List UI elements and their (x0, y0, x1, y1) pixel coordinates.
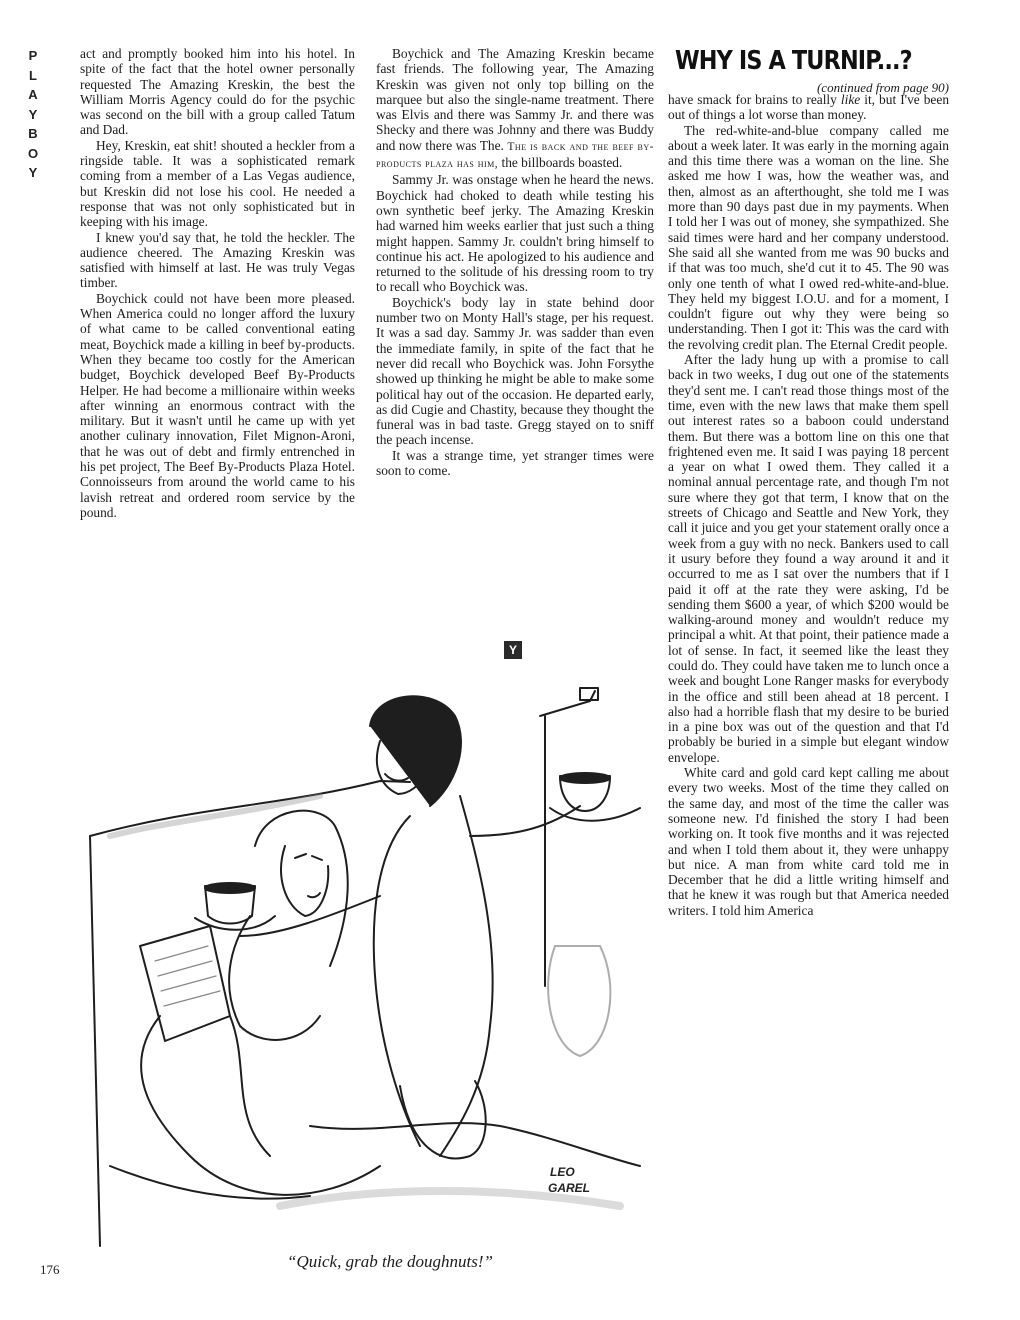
sidebar-letter: B (28, 126, 38, 141)
paragraph (668, 92, 949, 123)
man-buttocks (400, 1081, 486, 1158)
page-number: 176 (40, 1262, 60, 1277)
sidebar-letter: P (28, 48, 38, 63)
bed-back-shadow (110, 796, 320, 836)
woman-face (281, 846, 328, 916)
coffee-saucer (550, 808, 640, 821)
paragraph: Sammy Jr. was onstage when he heard the news. Boychick had choked to death while testing his own synthetic beef jerky. The Amazing Kreskin had warned him weeks earlier that just such a thing might happen. Sammy Jr. couldn't bring himself to continue his act. He apologized to his audience and returned to the solitude of his dressing room to try to recall who Boychick was. (376, 172, 654, 295)
newspaper-lines (155, 946, 220, 1006)
paragraph: I knew you'd say that, he told the heckler. The audience cheered. The Amazing Kreskin was satisfied with himself at last. He was truly Vegas timber. (80, 229, 355, 291)
man-arm-right (470, 806, 580, 836)
paragraph: Boychick's body lay in state behind door number two on Monty Hall's stage, per his request. It was a sad day. Sammy Jr. was sadder than even the immediate family, in spite of the fact that he never did recall who Boychick was. John Forsythe showed up thinking he might be able to make some political hay out of the occasion. He departed early, as did Cugie and Chastity, because they thought the funeral was in bad taste. Gregg stayed on to sniff the peach incense. (376, 294, 654, 448)
cartoon-illustration (80, 686, 655, 1256)
paragraph: Boychick could not have been more pleased. When America could no longer afford the luxury of what came to be called conventional eating meat, Boychick made a killing in beef by-products. When they became too costly for the American budget, Boychick developed Beef By-Products Helper. He had become a millionaire within weeks after winning an enormous contract with the military. But it wasn't until he came up with yet another culinary innovation, Filet Mignon-Aroni, that he was out of debt and firmly entrenched in his pet project, The Beef By-Products Plaza Hotel. Connoisseurs from around the world came to his lavish retreat and ordered room service by the pound. (80, 290, 355, 520)
woman-mouth (308, 893, 320, 897)
sidebar-letter: O (27, 145, 39, 161)
paragraph: After the lady hung up with a promise to call back in two weeks, I dug out one of the statements they'd sent me. I can't read those things most of the time, even with the new laws that make them spell out interest rates so a baboon could understand them. But there was a bottom line on this one that frightened even me. It said I was paying 18 percent a year on what I owed them. They called it a nominal annual percentage rate, and though I'm not sure where they got that term, I know that on the streets of Chicago and Seattle and New York, they call it juice and you get your statement orally once a week from a guy with no neck. Bankers used to call it usury before they found a way around it and it occurred to me as I sat over the numbers that if I paid it off at the rate they were asking, I'd be sending them $600 a year, of which $200 would be walking-around money and wouldn't reduce my principal a whit. At that point, their patience made a lot of sense. In fact, it seemed like the least they could do. They could have taken me to lunch once a week and bought Lone Ranger masks for everybody in the office and still been ahead at 18 percent. I also had a horrible flash that my desire to be buried in a pine box was out of the question and that I'd probably be buried in a simple but elegant window envelope. (668, 352, 949, 765)
coffee-surface (560, 773, 610, 783)
paragraph (376, 46, 654, 172)
sidebar-letter: Y (28, 165, 38, 180)
emphasis-text: like (840, 92, 861, 107)
article-column-left (80, 46, 355, 520)
continued-from-note: (continued from page 90) (816, 80, 949, 95)
paragraph: act and promptly booked him into his hotel. In spite of the fact that the hotel owner personally requested The Amazing Kreskin, the best the William Morris Agency could do for the psychic was second on the bill with a group called Tatum and Dad. (80, 46, 355, 138)
paragraph-text: Boychick and The Amazing Kreskin became fast friends. The following year, The Amazing Kreskin was given not only top billing on the marquee but also the single-name treatment. There was Elvis and there was Sammy Jr. and there was Shecky and there was Johnny and there was Buddy and now there was The. (376, 46, 654, 153)
coffee-surface (205, 883, 255, 893)
woman-hair (255, 811, 348, 966)
woman-body (229, 916, 320, 1040)
lamp-arm (540, 691, 595, 716)
lamp-shade (580, 688, 598, 700)
bed-frame (90, 836, 100, 1246)
blanket-edge (310, 1123, 640, 1166)
billboard-text: The is back and the beef by-products plaza has him, (376, 140, 654, 171)
article-headline: WHY IS A TURNIP...? (675, 46, 912, 76)
paragraph: White card and gold card kept calling me about every two weeks. Most of the time they called on the same day, and most of the time the caller was someone new. I'd finished the story I had been working on. It took five months and it was rejected and when I told them about it, they were unhappy but nice. A man from white card told me in December that he did a little writing himself and that he knew it was rough but that America needed writers. I told him America (668, 765, 949, 918)
sidebar-letter: Y (28, 106, 38, 122)
cartoon-caption: “Quick, grab the doughnuts!” (287, 1252, 493, 1271)
man-torso (374, 816, 420, 1146)
man-smile (385, 774, 408, 781)
article-column-middle (376, 46, 654, 478)
bed-sheet-fold (230, 1016, 270, 1156)
paragraph-text: have smack for brains to really (668, 92, 841, 107)
paragraph: The red-white-and-blue company called me about a week later. It was early in the morning again and this time there was a woman on the line. She asked me how I was, how the weather was, and then, almost as an afterthought, she told me I was more than 90 days past due in my payments. When I told her I was out of money, she sympathized. She said times were hard and her company understood. She said all she wanted from me was 90 bucks and if that was too much, she'd cut it to 45. The 90 was only one tenth of what I owed red-white-and-blue. They held my biggest I.O.U. and for a moment, I couldn't figure out why they were being so understanding. Then I got it: This was the card with the revolving credit plan. The Eternal Credit people. (668, 122, 949, 352)
vase (548, 946, 610, 1056)
paragraph: It was a strange time, yet stranger times were soon to come. (376, 447, 654, 479)
article-column-right (668, 92, 949, 918)
man-arm-left (240, 896, 380, 936)
sidebar-letter: A (28, 87, 38, 102)
paragraph: Hey, Kreskin, eat shit! shouted a heckler from a ringside table. It was a sophisticated remark coming from a member of a Las Vegas audience, but Kreskin did not lose his cool. He needed a response that was not only sophisticated but in keeping with his image. (80, 137, 355, 230)
paragraph-text: the billboards boasted. (498, 155, 623, 171)
artist-signature: LEO (550, 1165, 575, 1179)
woman-eye (295, 854, 322, 860)
artist-signature: GAREL (548, 1181, 590, 1195)
sidebar-letter: L (29, 67, 37, 83)
man-hair (370, 696, 461, 806)
man-back (440, 796, 493, 1156)
magazine-sidebar-title (24, 46, 42, 183)
end-mark-icon: Y (504, 641, 522, 659)
paragraph-text: it, but I've been out of things a lot worse than money. (668, 92, 950, 123)
bed-sheet (141, 1016, 380, 1195)
